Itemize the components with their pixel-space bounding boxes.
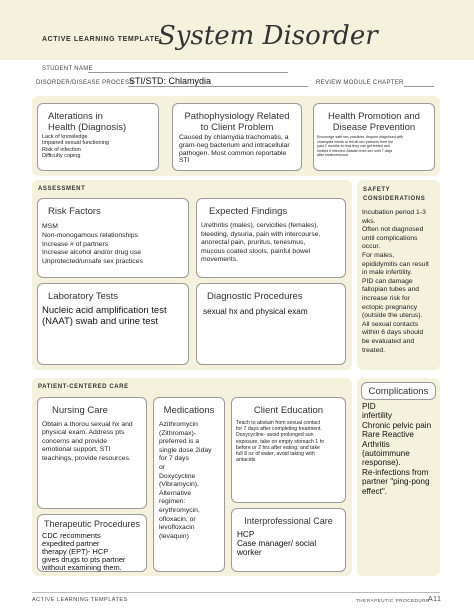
list-item: Lack of knowledge xyxy=(42,134,88,140)
text-line: treated if infected. Abstain from sex until 7 days xyxy=(317,148,393,153)
alterations-list xyxy=(38,133,158,160)
text-line: PID xyxy=(362,402,376,411)
therapeutic-procedures-text xyxy=(38,530,146,572)
text-line: ofloxacin, or xyxy=(159,515,196,523)
patho-title-1: Pathophysiology Related xyxy=(184,111,290,122)
text-line: antacids xyxy=(236,457,256,464)
text-line: anorectal pain, pruritus, tenesmus, xyxy=(201,239,306,247)
text-line: in male infertility. xyxy=(362,269,413,277)
text-line: concerns and provide xyxy=(42,437,107,445)
complications-title: Complications xyxy=(368,386,429,397)
text-line: Nucleic acid amplification test xyxy=(42,305,167,316)
risk-factors-title: Risk Factors xyxy=(48,206,101,217)
safety-title-1: SAFETY xyxy=(363,187,391,193)
diagnostic-procedures-text xyxy=(197,302,345,316)
client-education-box xyxy=(231,397,346,503)
text-line: Often not diagnosed xyxy=(362,226,424,234)
text-line: response). xyxy=(362,458,401,468)
alterations-title-1: Alterations in xyxy=(48,111,103,122)
text-line: regimen: xyxy=(159,498,186,506)
text-line: exposure, take on empty stomach 1 hr xyxy=(236,438,325,445)
page-title: System Disorder xyxy=(158,21,378,51)
text-line: past 2 months so that they can get tested and xyxy=(317,144,390,149)
text-line: sexual hx and physical exam xyxy=(203,307,308,316)
text-line: occur. xyxy=(362,243,381,251)
disorder-value: STI/STD: Chlamydia xyxy=(129,76,212,86)
lab-tests-text xyxy=(38,302,188,327)
lab-tests-box xyxy=(37,283,189,365)
therapeutic-procedures-box xyxy=(37,514,147,572)
promotion-title-1: Health Promotion and xyxy=(328,111,420,122)
text-line: teachings, provide resources. xyxy=(42,454,131,462)
text-line: infertility xyxy=(362,411,393,421)
medications-title: Medications xyxy=(163,405,215,416)
list-item: Non-monogamous relationships xyxy=(42,231,138,239)
text-line: be evaluated and xyxy=(362,337,415,345)
text-line: Arthritis xyxy=(362,439,390,449)
pathophysiology-box xyxy=(172,103,302,171)
risk-factors-list xyxy=(38,217,188,267)
promotion-text xyxy=(314,133,434,158)
diagnostic-procedures-title: Diagnostic Procedures xyxy=(207,291,303,302)
text-line: Doxycycline xyxy=(159,472,196,480)
text-line: gram-neg bacterium and intracellular xyxy=(179,141,290,149)
complications-text xyxy=(362,402,440,496)
list-item: Unprotected/unsafe sex practices xyxy=(42,258,143,266)
medications-text xyxy=(154,416,224,541)
interprofessional-care-box xyxy=(231,508,346,572)
expected-findings-title: Expected Findings xyxy=(209,206,288,217)
list-item: Impaired sexual functioning xyxy=(42,140,109,147)
text-line: levofloxacin xyxy=(159,524,195,532)
alterations-title-2: Health (Diagnosis) xyxy=(48,122,127,133)
text-line: for 7 days after completing treatment. xyxy=(236,426,322,433)
diagnostic-procedures-box xyxy=(196,283,346,365)
text-line: before or 2 hrs after eating, and take xyxy=(236,444,320,451)
therapeutic-procedures-title: Therapeutic Procedures xyxy=(43,519,141,529)
health-promotion-box xyxy=(313,103,435,171)
text-line: chlamydia needs to tell all sex partners from the xyxy=(317,139,394,144)
text-line: CDC recomments xyxy=(42,531,101,540)
review-module-label: REVIEW MODULE CHAPTER xyxy=(316,80,404,86)
nursing-care-box xyxy=(37,397,147,509)
text-line: treated. xyxy=(362,346,386,354)
safety-title xyxy=(363,186,425,204)
text-line: Doxycycline- avoid prolonged sun xyxy=(236,432,314,439)
list-item: Risk of infection xyxy=(42,146,81,153)
text-line: physical exam. Address pts xyxy=(42,429,125,437)
footer-divider xyxy=(32,592,440,593)
text-line: effect". xyxy=(362,486,388,496)
text-line: For males, xyxy=(362,251,395,259)
template-label: ACTIVE LEARNING TEMPLATE: xyxy=(42,36,163,43)
safety-text xyxy=(362,209,440,355)
nursing-care-title: Nursing Care xyxy=(52,405,108,416)
promotion-title-2: Disease Prevention xyxy=(332,122,416,133)
text-line: movements. xyxy=(201,256,239,264)
text-line: Re-infections from xyxy=(362,467,429,477)
text-line: single dose 2iday xyxy=(159,446,212,454)
nursing-care-text xyxy=(38,416,146,463)
text-line: PID can damage xyxy=(362,277,413,285)
text-line: (Zithromax)- xyxy=(159,429,197,437)
review-module-field[interactable] xyxy=(404,79,434,87)
text-line: erythromycin, xyxy=(159,506,200,514)
text-line: preferred is a xyxy=(159,438,200,446)
interprofessional-care-title: Interprofessional Care xyxy=(244,516,333,526)
text-line: Obtain a thorou sexual hx and xyxy=(42,421,133,428)
text-line: or xyxy=(159,463,166,471)
text-line: Chronic pelvic pain xyxy=(362,420,432,430)
text-line: Urethritis (males), cervicities (females), xyxy=(201,222,319,229)
text-line: All sexual contacts xyxy=(362,320,419,328)
interprofessional-care-text xyxy=(232,527,345,558)
lab-tests-title: Laboratory Tests xyxy=(48,291,119,302)
expected-findings-box xyxy=(196,198,346,278)
text-line: fallopian tubes and xyxy=(362,286,420,294)
list-item: Difficulty coping xyxy=(42,153,81,160)
text-line: Case manager/ social xyxy=(237,539,317,549)
text-line: therapy (EPT)- HCP xyxy=(42,547,109,556)
text-line: after treatment/cure xyxy=(317,153,349,158)
text-line: worker xyxy=(237,548,262,558)
client-education-title: Client Education xyxy=(253,405,324,416)
text-line: full 8 oz of water, avoid taking with xyxy=(236,451,315,458)
footer-left: ACTIVE LEARNING TEMPLATES xyxy=(32,597,128,603)
text-line: emotional support, STI xyxy=(42,446,111,454)
text-line: bleeding, dysuria, pain with intercourse, xyxy=(201,230,321,238)
text-line: Alternative xyxy=(159,489,192,497)
text-line: gives drugs to pts partner xyxy=(42,555,126,564)
complications-header-box xyxy=(361,382,436,400)
student-name-field[interactable] xyxy=(88,65,288,73)
text-line: (Vibramycin). xyxy=(159,481,199,489)
list-item: Increase # of partners xyxy=(42,240,109,248)
text-line: Encourage safe sex practices. Anyone diagnosed with xyxy=(317,135,404,139)
disorder-label: DISORDER/DISEASE PROCESS xyxy=(36,80,134,86)
list-item: MSM xyxy=(42,223,58,230)
text-line: without examining them. xyxy=(42,563,122,572)
footer-right-label: THERAPEUTIC PROCEDURE xyxy=(356,598,430,603)
text-line: Azithromycin xyxy=(159,421,198,428)
risk-factors-box xyxy=(37,198,189,278)
text-line: Caused by chlamydia trachomatis, a xyxy=(179,134,289,141)
expected-findings-list xyxy=(197,217,345,265)
text-line: Rare Reactive xyxy=(362,430,414,440)
text-line: mucous coated stools, painful bowel xyxy=(201,247,311,255)
patho-text xyxy=(173,133,301,165)
text-line: Teach to abstain from sexual contact xyxy=(236,420,321,426)
student-name-label: STUDENT NAME xyxy=(42,66,93,72)
alterations-box xyxy=(37,103,159,171)
text-line: ectopic pregnancy xyxy=(362,303,418,311)
footer-page-number: A11 xyxy=(428,596,442,603)
text-line: within 6 days should xyxy=(362,329,424,337)
text-line: expedited partner xyxy=(42,539,100,548)
client-education-text xyxy=(232,416,345,463)
text-line: STI xyxy=(179,157,190,165)
text-line: until complications xyxy=(362,234,418,242)
patient-care-label: PATIENT-CENTERED CARE xyxy=(38,384,129,390)
text-line: for 7 days xyxy=(159,455,189,463)
text-line: (outside the uterus). xyxy=(362,312,423,320)
text-line: HCP xyxy=(237,530,255,539)
text-line: epididymitis can result xyxy=(362,260,429,268)
text-line: (levaquin) xyxy=(159,532,189,540)
text-line: pathogen. Most common reportable xyxy=(179,149,287,157)
text-line: Incubation period 1-3 xyxy=(362,209,426,216)
assessment-label: ASSESSMENT xyxy=(38,186,86,192)
text-line: partner "ping-pong xyxy=(362,477,430,487)
medications-box xyxy=(153,397,225,572)
text-line: wks. xyxy=(362,217,376,225)
patho-title-2: to Client Problem xyxy=(200,122,274,133)
list-item: Increase alcohol and/or drug use xyxy=(42,249,141,257)
text-line: (NAAT) swab and urine test xyxy=(42,315,158,327)
safety-title-2: CONSIDERATIONS xyxy=(363,196,426,202)
text-line: increase risk for xyxy=(362,294,410,302)
text-line: (autoimmune xyxy=(362,449,410,459)
